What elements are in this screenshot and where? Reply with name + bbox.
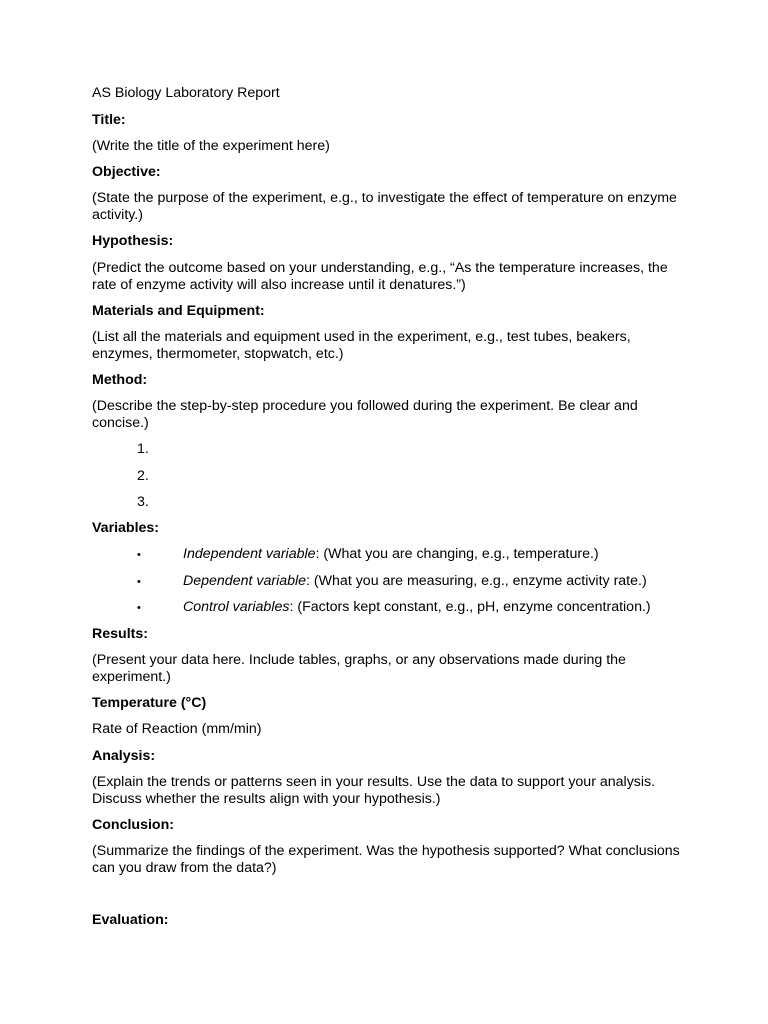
method-step-1: 1. <box>137 441 149 457</box>
results-label: Results: <box>92 626 148 642</box>
materials-text: (List all the materials and equipment used in the experiment, e.g., test tubes, beakers, enzymes, thermometer, stopwatch, etc.) <box>92 329 631 362</box>
method-text: (Describe the step-by-step procedure you followed during the experiment. Be clear and concise.) <box>92 398 638 431</box>
results-text: (Present your data here. Include tables, graphs, or any observations made during the experiment.) <box>92 652 626 685</box>
materials-label: Materials and Equipment: <box>92 303 265 319</box>
rate-label: Rate of Reaction (mm/min) <box>92 721 262 737</box>
conclusion-text: (Summarize the findings of the experiment. Was the hypothesis supported? What conclusions can you draw from the data?) <box>92 843 680 876</box>
title-label: Title: <box>92 112 126 128</box>
variables-label: Variables: <box>92 520 160 536</box>
analysis-label: Analysis: <box>92 748 156 764</box>
variable-desc: : (What you are changing, e.g., temperature.) <box>315 546 599 562</box>
variable-term: Dependent variable <box>183 573 307 589</box>
variable-item-independent <box>183 546 599 563</box>
bullet-icon: • <box>137 549 141 561</box>
variable-term: Control variables <box>183 599 290 615</box>
objective-text: (State the purpose of the experiment, e.g., to investigate the effect of temperature on enzyme activity.) <box>92 190 677 223</box>
conclusion-label: Conclusion: <box>92 817 174 833</box>
title-text: (Write the title of the experiment here) <box>92 138 330 154</box>
variable-desc: : (What you are measuring, e.g., enzyme activity rate.) <box>306 573 647 589</box>
variable-desc: : (Factors kept constant, e.g., pH, enzyme concentration.) <box>289 599 651 615</box>
hypothesis-label: Hypothesis: <box>92 233 174 249</box>
method-step-3: 3. <box>137 494 149 510</box>
document-heading: AS Biology Laboratory Report <box>92 85 280 101</box>
bullet-icon: • <box>137 576 141 588</box>
temperature-label: Temperature (°C) <box>92 695 207 711</box>
method-label: Method: <box>92 372 148 388</box>
variable-term: Independent variable <box>183 546 316 562</box>
objective-label: Objective: <box>92 164 161 180</box>
bullet-icon: • <box>137 602 141 614</box>
variable-item-dependent <box>183 573 647 590</box>
evaluation-label: Evaluation: <box>92 912 169 928</box>
variable-item-control <box>183 599 651 616</box>
method-step-2: 2. <box>137 468 149 484</box>
analysis-text: (Explain the trends or patterns seen in your results. Use the data to support your analysis. Discuss whether the results align with your hypothesis.) <box>92 774 656 807</box>
hypothesis-text: (Predict the outcome based on your understanding, e.g., “As the temperature increases, the rate of enzyme activity will also increase until it denatures.”) <box>92 260 668 293</box>
